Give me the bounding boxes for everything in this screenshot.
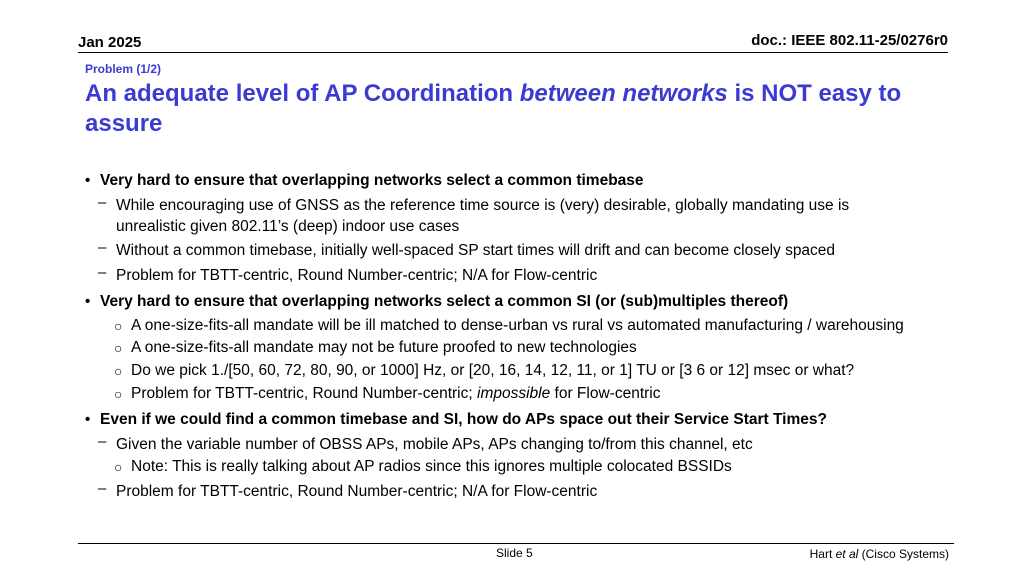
bullet-text: Even if we could find a common timebase and SI, how do APs space out their Service Start Times? xyxy=(100,411,827,428)
bullet-text: Very hard to ensure that overlapping networks select a common SI (or (sub)multiples thereof) xyxy=(100,293,789,310)
text-part: for Flow-centric xyxy=(550,385,661,402)
slide-title xyxy=(85,79,965,139)
footer-author xyxy=(810,547,949,561)
author-affiliation: (Cisco Systems) xyxy=(858,547,949,561)
bullet-text: Problem for TBTT-centric, Round Number-centric; N/A for Flow-centric xyxy=(116,267,598,284)
header-doc-id: doc.: IEEE 802.11-25/0276r0 xyxy=(751,32,948,49)
title-part-2: is NOT easy to assure xyxy=(85,80,902,137)
text-part: Problem for TBTT-centric, Round Number-centric; xyxy=(131,385,477,402)
circle-bullet-icon: ○ xyxy=(114,318,123,334)
circle-bullet-icon: ○ xyxy=(114,459,123,475)
bullet-text: A one-size-fits-all mandate may not be future proofed to new technologies xyxy=(131,339,637,356)
bullet-text: While encouraging use of GNSS as the reference time source is (very) desirable, globally mandating use is xyxy=(116,197,850,214)
text-emphasis: impossible xyxy=(477,385,551,402)
bullet-text xyxy=(131,385,660,403)
circle-bullet-icon: ○ xyxy=(114,363,123,379)
bullet-dot-icon: • xyxy=(85,293,91,310)
circle-bullet-icon: ○ xyxy=(114,340,123,356)
slide-number: Slide 5 xyxy=(496,546,533,560)
dash-icon: – xyxy=(98,194,107,211)
bullet-text: Note: This is really talking about AP radios since this ignores multiple colocated BSSIDs xyxy=(131,458,732,475)
bullet-dot-icon: • xyxy=(85,172,91,189)
bullet-text: Problem for TBTT-centric, Round Number-centric; N/A for Flow-centric xyxy=(116,483,598,500)
title-emphasis: between networks xyxy=(519,80,728,107)
bullet-text: unrealistic given 802.11’s (deep) indoor use cases xyxy=(116,218,460,235)
bullet-text: Without a common timebase, initially well-spaced SP start times will drift and can become closely spaced xyxy=(116,242,836,259)
bullet-text: Given the variable number of OBSS APs, mobile APs, APs changing to/from this channel, etc xyxy=(116,436,753,453)
circle-bullet-icon: ○ xyxy=(114,386,123,402)
author-etal: et al xyxy=(835,547,859,561)
bullet-dot-icon: • xyxy=(85,411,91,428)
dash-icon: – xyxy=(98,433,107,450)
dash-icon: – xyxy=(98,239,107,256)
title-part-1: An adequate level of AP Coordination xyxy=(85,80,520,107)
header-rule xyxy=(78,52,948,53)
author-name: Hart xyxy=(809,547,836,561)
bullet-text: A one-size-fits-all mandate will be ill matched to dense-urban vs rural vs automated manufacturing / warehousing xyxy=(131,317,904,334)
header-date: Jan 2025 xyxy=(78,34,142,51)
bullet-text: Very hard to ensure that overlapping networks select a common timebase xyxy=(100,172,644,189)
dash-icon: – xyxy=(98,264,107,281)
bullet-text: Do we pick 1./[50, 60, 72, 80, 90, or 1000] Hz, or [20, 16, 14, 12, 11, or 1] TU or [3 6 or 12] msec or what? xyxy=(131,362,855,379)
dash-icon: – xyxy=(98,480,107,497)
slide-subtitle: Problem (1/2) xyxy=(85,62,162,76)
footer-rule xyxy=(78,543,954,544)
